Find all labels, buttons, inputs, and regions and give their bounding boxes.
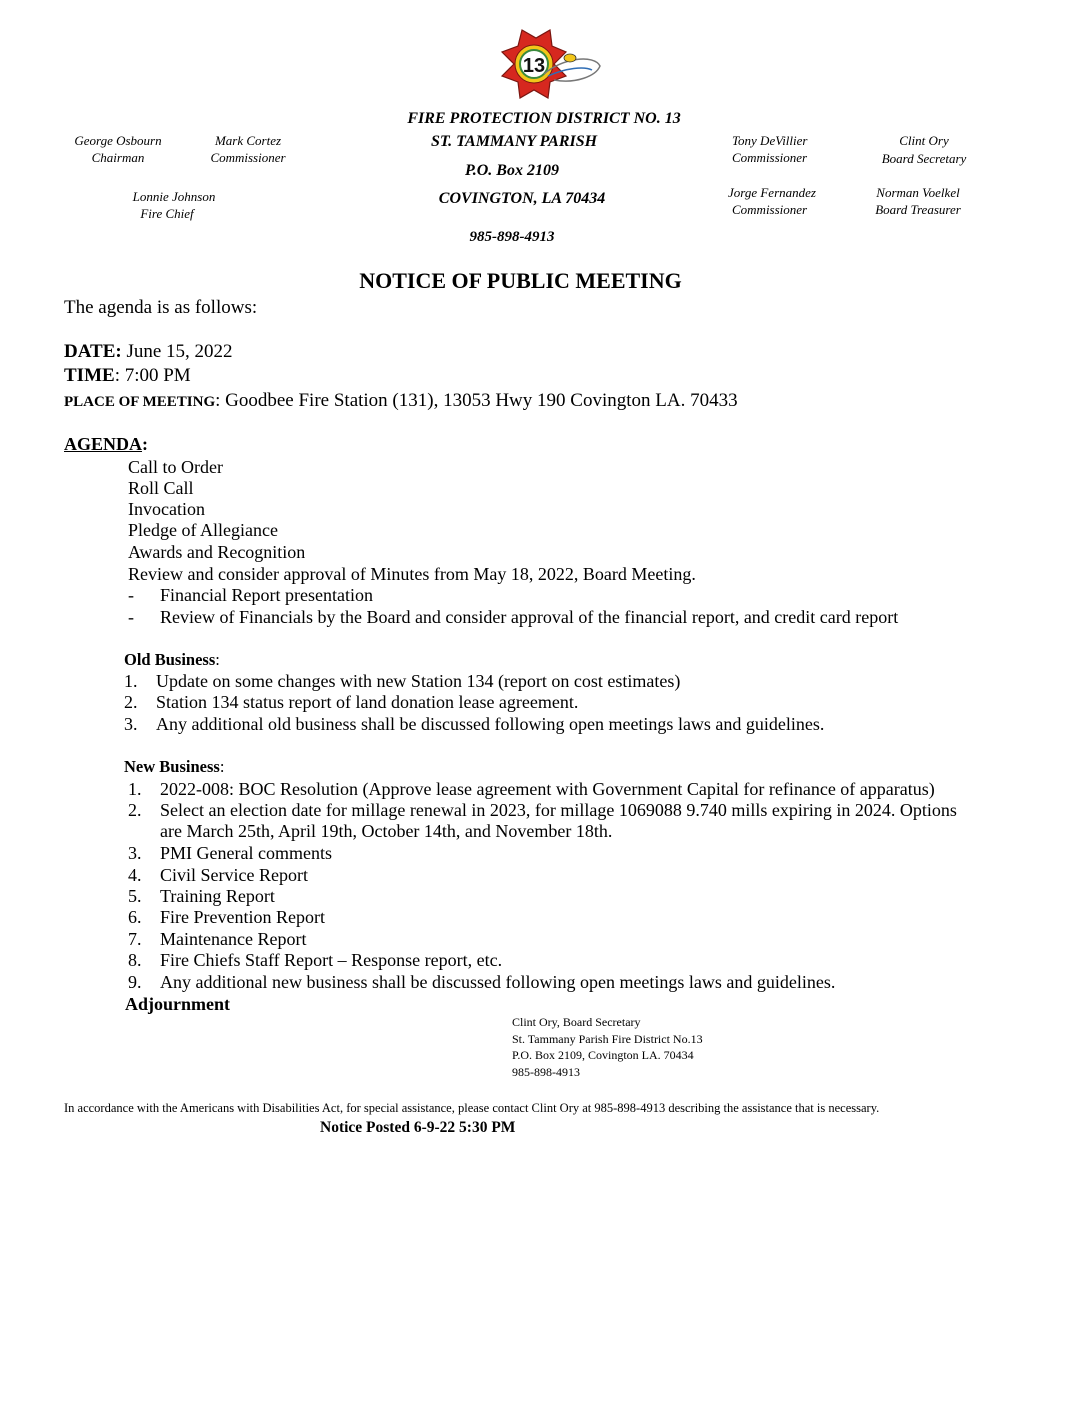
date-value: June 15, 2022 — [121, 341, 233, 362]
old-business-number: 2. — [124, 692, 138, 712]
agenda-item: Invocation — [128, 499, 205, 519]
member-title: Commissioner — [732, 150, 808, 165]
adjournment: Adjournment — [125, 994, 231, 1014]
new-business-item: Maintenance Report — [160, 929, 307, 949]
member-name: Norman Voelkel — [876, 185, 960, 200]
agenda-sub-item: Review of Financials by the Board and consider approval of the financial report, and credit card report — [160, 607, 899, 627]
agenda-item: Awards and Recognition — [128, 542, 306, 562]
place-value: : Goodbee Fire Station (131), 13053 Hwy 190 Covington LA. 70433 — [215, 390, 738, 411]
notice-title: NOTICE OF PUBLIC MEETING — [359, 268, 682, 293]
member-title: Commissioner — [210, 150, 286, 165]
time-value: : 7:00 PM — [114, 365, 191, 386]
agenda-heading-colon: : — [142, 434, 149, 454]
new-business-number: 2. — [128, 800, 142, 820]
new-business-number: 5. — [128, 886, 142, 906]
parish-name: ST. TAMMANY PARISH — [430, 133, 598, 150]
member-name: Mark Cortez — [214, 133, 282, 148]
new-business-number: 3. — [128, 843, 142, 863]
member-board-treasurer — [862, 184, 974, 218]
member-board-secretary — [868, 132, 980, 167]
old-business-heading — [124, 650, 220, 670]
new-business-number: 6. — [128, 907, 142, 927]
new-business-colon: : — [219, 757, 225, 776]
logo-number: 13 — [522, 55, 546, 77]
member-name: Jorge Fernandez — [728, 185, 816, 200]
member-name: George Osbourn — [74, 133, 162, 148]
member-title: Fire Chief — [140, 206, 194, 221]
new-business-item: PMI General comments — [160, 843, 332, 863]
member-title: Board Treasurer — [875, 202, 961, 217]
new-business-item-continued: are March 25th, April 19th, October 14th, and November 18th. — [160, 821, 613, 841]
agenda-sub-bullet: - — [128, 607, 134, 627]
new-business-item: Training Report — [160, 886, 275, 906]
notice-posted: Notice Posted 6-9-22 5:30 PM — [320, 1119, 516, 1136]
fire-district-logo — [484, 28, 606, 104]
new-business-item: Fire Chiefs Staff Report – Response report, etc. — [160, 950, 503, 970]
meeting-date — [64, 341, 233, 363]
signature-block — [512, 1014, 703, 1080]
new-business-number: 8. — [128, 950, 142, 970]
new-business-item: Select an election date for millage renewal in 2023, for millage 1069088 9.740 mills expiring in 2024. Options — [160, 800, 957, 820]
old-business-colon: : — [215, 650, 220, 669]
new-business-item: 2022-008: BOC Resolution (Approve lease agreement with Government Capital for refinance of apparatus) — [160, 779, 935, 799]
member-title: Commissioner — [732, 202, 808, 217]
new-business-number: 9. — [128, 972, 142, 992]
city-state: COVINGTON, LA 70434 — [438, 190, 606, 207]
ada-notice: In accordance with the Americans with Disabilities Act, for special assistance, please contact Clint Ory at 985-898-4913 describing the assistance that is necessary. — [64, 1101, 880, 1115]
new-business-number: 1. — [128, 779, 142, 799]
new-business-number: 4. — [128, 865, 142, 885]
signature-phone: 985-898-4913 — [512, 1064, 580, 1079]
agenda-item: Call to Order — [128, 457, 223, 477]
place-label: PLACE OF MEETING — [64, 394, 216, 410]
new-business-item: Any additional new business shall be discussed following open meetings laws and guidelines. — [160, 972, 836, 992]
meeting-place — [64, 390, 738, 412]
header-phone: 985-898-4913 — [469, 229, 555, 245]
time-label: TIME — [64, 365, 115, 386]
old-business-heading-text: Old Business — [124, 650, 216, 669]
member-chairman — [64, 132, 172, 166]
old-business-item: Update on some changes with new Station 134 (report on cost estimates) — [156, 671, 681, 691]
agenda-sub-bullet: - — [128, 585, 134, 605]
old-business-item: Station 134 status report of land donation lease agreement. — [156, 692, 579, 712]
signature-name: Clint Ory, Board Secretary — [512, 1015, 641, 1029]
member-commissioner-fernandez — [722, 184, 834, 218]
agenda-item: Pledge of Allegiance — [128, 520, 278, 540]
agenda-item: Roll Call — [128, 478, 194, 498]
member-name: Clint Ory — [899, 133, 949, 148]
district-name: FIRE PROTECTION DISTRICT NO. 13 — [407, 110, 681, 127]
signature-org: St. Tammany Parish Fire District No.13 — [512, 1031, 703, 1046]
agenda-heading — [64, 434, 148, 455]
member-title: Board Secretary — [881, 151, 967, 166]
new-business-heading-text: New Business — [124, 757, 220, 776]
new-business-item: Fire Prevention Report — [160, 907, 325, 927]
meeting-time — [64, 365, 191, 387]
old-business-number: 1. — [124, 671, 138, 691]
new-business-number: 7. — [128, 929, 142, 949]
po-box: P.O. Box 2109 — [465, 162, 559, 179]
member-name: Tony DeVillier — [732, 133, 808, 148]
old-business-number: 3. — [124, 714, 138, 734]
agenda-heading-text: AGENDA — [64, 434, 143, 454]
member-title: Chairman — [91, 150, 145, 165]
agenda-sub-item: Financial Report presentation — [160, 585, 373, 605]
signature-address: P.O. Box 2109, Covington LA. 70434 — [512, 1048, 694, 1062]
agenda-item: Review and consider approval of Minutes from May 18, 2022, Board Meeting. — [128, 564, 696, 584]
agenda-intro: The agenda is as follows: — [64, 297, 258, 318]
new-business-item: Civil Service Report — [160, 865, 308, 885]
member-commissioner-cortez — [196, 132, 300, 166]
member-fire-chief — [118, 188, 230, 222]
member-name: Lonnie Johnson — [132, 189, 216, 204]
new-business-heading — [124, 757, 224, 777]
date-label: DATE: — [64, 341, 122, 362]
member-commissioner-devillier — [722, 132, 826, 166]
old-business-item: Any additional old business shall be discussed following open meetings laws and guidelines. — [156, 714, 825, 734]
